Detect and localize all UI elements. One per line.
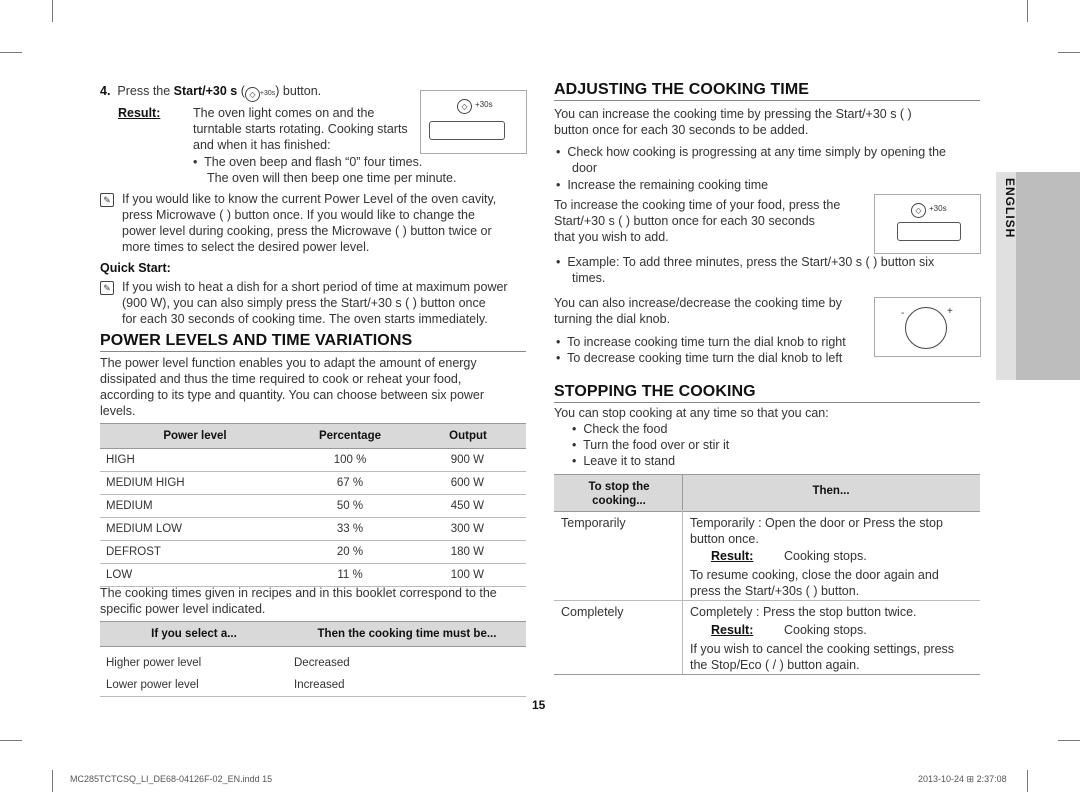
divider xyxy=(682,510,683,674)
comp-text: Completely : Press the stop button twice. xyxy=(690,605,917,619)
display-window xyxy=(429,121,505,140)
note1-line: power level during cooking, press the Microwave ( ) button twice or xyxy=(122,224,492,238)
col-header: Percentage xyxy=(290,424,410,449)
col-header: Output xyxy=(410,424,526,449)
language-tab-shade xyxy=(1016,172,1080,380)
note2-line: for each 30 seconds of cooking time. The oven starts immediately. xyxy=(122,312,488,326)
language-label: ENGLISH xyxy=(1003,178,1017,239)
stop-completely: Completely xyxy=(561,605,624,619)
bullet-cont: The oven will then beep one time per minute. xyxy=(207,171,457,185)
footer-file: MC285TCTCSQ_LI_DE68-04126F-02_EN.indd 15 xyxy=(70,774,273,784)
control-panel-image: ◇ +30s xyxy=(420,90,527,154)
dial-knob-icon xyxy=(905,307,947,349)
note2-line: If you wish to heat a dish for a short period of time at maximum power xyxy=(122,280,508,294)
display-window xyxy=(897,222,961,241)
increase-text: To increase the cooking time of your food, press the xyxy=(554,198,841,212)
table-row: LOW 11 % 100 W xyxy=(100,564,526,587)
crop-mark xyxy=(52,770,53,792)
increase-text: that you wish to add. xyxy=(554,230,669,244)
bullet: • Increase the remaining cooking time xyxy=(556,178,769,192)
crop-mark xyxy=(1027,0,1028,22)
adjusting-heading: ADJUSTING THE COOKING TIME xyxy=(554,81,980,101)
temp-text: Temporarily : Open the door or Press the stop xyxy=(690,516,943,530)
resume-text: To resume cooking, close the door again and xyxy=(690,568,939,582)
note1-line: If you would like to know the current Power Level of the oven cavity, xyxy=(122,192,497,206)
stop-intro: You can stop cooking at any time so that you can: xyxy=(554,406,829,420)
power-intro: The power level function enables you to adapt the amount of energy xyxy=(100,356,477,370)
row-divider xyxy=(554,600,980,601)
table-row: MEDIUM 50 % 450 W xyxy=(100,495,526,518)
result-value: Cooking stops. xyxy=(784,623,867,637)
stop-temporarily: Temporarily xyxy=(561,516,626,530)
start-icon: ◇ xyxy=(245,87,260,102)
col-header: If you select a... xyxy=(100,622,288,647)
cancel-text: If you wish to cancel the cooking settings, press xyxy=(690,642,955,656)
table-row: DEFROST 20 % 180 W xyxy=(100,541,526,564)
table-row: MEDIUM HIGH 67 % 600 W xyxy=(100,472,526,495)
result-label: Result: xyxy=(711,623,754,637)
note-icon: ✎ xyxy=(100,193,114,207)
bullet: • Check how cooking is progressing at any time simply by opening the xyxy=(556,145,946,159)
dial-text: turning the dial knob. xyxy=(554,312,671,326)
temp-text: button once. xyxy=(690,532,759,546)
control-panel-image: ◇ +30s xyxy=(874,194,981,254)
quick-start-label: Quick Start: xyxy=(100,261,171,275)
table-bottom xyxy=(554,674,980,675)
dial-text: You can also increase/decrease the cooking time by xyxy=(554,296,842,310)
result-label: Result: xyxy=(711,549,754,563)
table-row: Lower power level Increased xyxy=(100,674,526,697)
bullet: • Check the food xyxy=(572,422,668,436)
table-row: HIGH 100 % 900 W xyxy=(100,449,526,472)
note-icon: ✎ xyxy=(100,281,114,295)
crop-mark xyxy=(52,0,53,22)
stop-table-header: To stop the cooking... Then... xyxy=(554,474,980,512)
resume-text: press the Start/+30s ( ) button. xyxy=(690,584,860,598)
result-label: Result: xyxy=(118,106,161,120)
cancel-text: the Stop/Eco ( / ) button again. xyxy=(690,658,860,672)
result-text-2: turntable starts rotating. Cooking starts xyxy=(193,122,408,136)
result-value: Cooking stops. xyxy=(784,549,867,563)
footer-timestamp: 2013-10-24 ⊞ 2:37:08 xyxy=(918,774,1007,784)
power-intro: according to its type and quantity. You can choose between six power xyxy=(100,388,485,402)
result-text-3: and when it has finished: xyxy=(193,138,331,152)
note1-line: press Microwave ( ) button once. If you would like to change the xyxy=(122,208,475,222)
start-icon: ◇ xyxy=(911,203,926,218)
bullet: • To increase cooking time turn the dial knob to right xyxy=(556,335,846,349)
col-header: Power level xyxy=(100,424,290,449)
crop-mark xyxy=(1027,770,1028,792)
power-intro: levels. xyxy=(100,404,136,418)
result-text-1: The oven light comes on and the xyxy=(193,106,375,120)
bullet: • To decrease cooking time turn the dial knob to left xyxy=(556,351,843,365)
increase-text: Start/+30 s ( ) button once for each 30 seconds xyxy=(554,214,815,228)
crop-mark xyxy=(0,52,22,53)
table-row: MEDIUM LOW 33 % 300 W xyxy=(100,518,526,541)
page-number: 15 xyxy=(532,698,546,712)
crop-mark xyxy=(1058,52,1080,53)
crop-mark xyxy=(0,740,22,741)
crop-mark xyxy=(1058,740,1080,741)
col-header: Then the cooking time must be... xyxy=(288,622,526,647)
note1-line: more times to select the desired power level. xyxy=(122,240,370,254)
bullet: • The oven beep and flash “0” four times. xyxy=(193,155,423,169)
adjust-intro: button once for each 30 seconds to be added. xyxy=(554,123,809,137)
adjust-intro: You can increase the cooking time by pressing the Start/+30 s ( ) xyxy=(554,107,912,121)
bullet-cont: times. xyxy=(572,271,606,285)
recipes-text: specific power level indicated. xyxy=(100,602,266,616)
table-row: Higher power level Decreased xyxy=(106,657,350,669)
bullet: • Leave it to stand xyxy=(572,454,676,468)
step4-line: 4. Press the Start/+30 s ( ◇ +30s) button. xyxy=(100,83,321,102)
select-table xyxy=(100,621,526,697)
bullet: • Turn the food over or stir it xyxy=(572,438,730,452)
power-table xyxy=(100,423,526,587)
start-icon: ◇ xyxy=(457,99,472,114)
stopping-heading: STOPPING THE COOKING xyxy=(554,383,980,403)
recipes-text: The cooking times given in recipes and in this booklet correspond to the xyxy=(100,586,497,600)
note2-line: (900 W), you can also simply press the Start/+30 s ( ) button once xyxy=(122,296,486,310)
power-intro: dissipated and thus the time required to cook or reheat your food, xyxy=(100,372,462,386)
dial-knob-image: - + xyxy=(874,297,981,357)
bullet: • Example: To add three minutes, press the Start/+30 s ( ) button six xyxy=(556,255,935,269)
bullet-cont: door xyxy=(572,161,598,175)
power-levels-heading: POWER LEVELS AND TIME VARIATIONS xyxy=(100,332,526,352)
